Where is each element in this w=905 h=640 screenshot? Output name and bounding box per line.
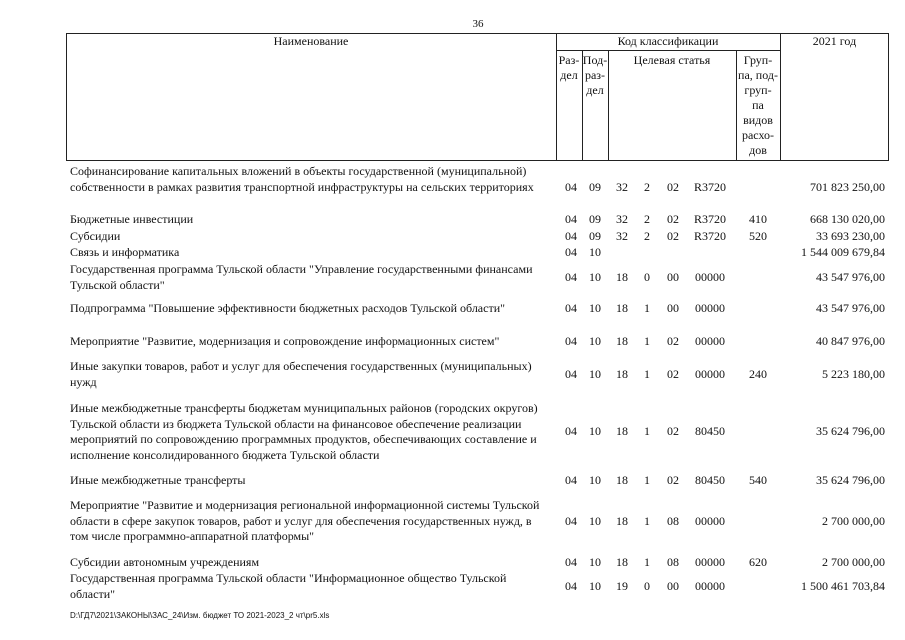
row-razdel: 04 (565, 229, 577, 243)
row-sum: 2 700 000,00 (822, 514, 885, 528)
row-name: Мероприятие "Развитие и модернизация региональной информационной системы Тульской области в сфере закупок товаров, работ и услуг для обеспечения государственных нужд, в том числе программно-аппаратной платформы" (70, 498, 540, 543)
row-prog: 18 (616, 301, 628, 315)
row-vid: 520 (749, 229, 767, 243)
header-target: Целевая статья (633, 53, 711, 67)
row-razdel: 04 (565, 212, 577, 226)
row-napr: R3720 (693, 180, 726, 194)
row-podrazdel: 10 (589, 334, 601, 348)
row-napr: 00000 (695, 555, 725, 569)
row-prog: 32 (616, 180, 628, 194)
row-pprog: 1 (644, 367, 650, 381)
row-prog: 32 (616, 229, 628, 243)
file-path-footer: D:\ГД7\2021\ЗАКОНЫ\ЗАС_24\Изм. бюджет ТО 2021-2023_2 чт\pr5.xls (70, 611, 330, 620)
row-podrazdel: 10 (589, 473, 601, 487)
row-osn: 02 (667, 180, 679, 194)
row-osn: 00 (667, 270, 679, 284)
row-sum: 701 823 250,00 (810, 180, 885, 194)
header-group: Груп- па, под- груп- па видов расхо- дов (738, 53, 778, 157)
row-sum: 1 500 461 703,84 (801, 579, 885, 593)
header-year: 2021 год (812, 34, 857, 48)
row-name: Иные межбюджетные трансферты бюджетам муниципальных районов (городских округов) Тульской области из бюджета Тульской области на финансовое обеспечение реализации мероприятий по сопровождению программных продуктов, обеспечивающих составление и исполнение консолидированного бюджета Тульской области (70, 401, 538, 462)
row-vid: 240 (749, 367, 767, 381)
row-podrazdel: 10 (589, 301, 601, 315)
row-name: Софинансирование капитальных вложений в объекты государственной (муниципальной) собственности в рамках развития транспортной инфраструктуры на сельских территориях (70, 164, 534, 194)
header-code: Код классификации (617, 34, 719, 48)
row-vid: 410 (749, 212, 767, 226)
row-name: Подпрограмма "Повышение эффективности бюджетных расходов Тульской области" (70, 301, 506, 315)
row-razdel: 04 (565, 270, 577, 284)
row-osn: 02 (667, 229, 679, 243)
row-prog: 18 (616, 473, 628, 487)
row-pprog: 1 (644, 514, 650, 528)
row-pprog: 2 (644, 212, 650, 226)
row-sum: 35 624 796,00 (816, 473, 885, 487)
row-name: Государственная программа Тульской области "Информационное общество Тульской области" (70, 571, 507, 601)
row-vid: 620 (749, 555, 767, 569)
row-podrazdel: 10 (589, 424, 601, 438)
row-osn: 08 (667, 555, 679, 569)
row-pprog: 1 (644, 301, 650, 315)
row-sum: 35 624 796,00 (816, 424, 885, 438)
header-name: Наименование (273, 34, 349, 48)
row-podrazdel: 10 (589, 555, 601, 569)
row-razdel: 04 (565, 301, 577, 315)
row-podrazdel: 10 (589, 367, 601, 381)
row-pprog: 1 (644, 473, 650, 487)
row-napr: 80450 (695, 473, 725, 487)
row-prog: 18 (616, 555, 628, 569)
row-prog: 18 (616, 270, 628, 284)
row-pprog: 2 (644, 180, 650, 194)
row-sum: 1 544 009 679,84 (801, 245, 885, 259)
row-napr: R3720 (693, 212, 726, 226)
row-osn: 02 (667, 212, 679, 226)
row-napr: 00000 (695, 334, 725, 348)
row-pprog: 1 (644, 334, 650, 348)
row-razdel: 04 (565, 473, 577, 487)
row-sum: 40 847 976,00 (816, 334, 885, 348)
row-napr: 00000 (695, 579, 725, 593)
row-prog: 18 (616, 367, 628, 381)
row-name: Бюджетные инвестиции (70, 212, 194, 226)
header-podrazdel: Под- раз- дел (582, 53, 608, 97)
row-name: Субсидии (70, 229, 121, 243)
row-osn: 02 (667, 334, 679, 348)
header-razdel: Раз- дел (558, 53, 580, 82)
row-sum: 43 547 976,00 (816, 301, 885, 315)
row-sum: 2 700 000,00 (822, 555, 885, 569)
row-razdel: 04 (565, 579, 577, 593)
row-prog: 18 (616, 334, 628, 348)
row-pprog: 0 (644, 579, 650, 593)
row-razdel: 04 (565, 514, 577, 528)
row-podrazdel: 09 (589, 212, 601, 226)
row-napr: 00000 (695, 301, 725, 315)
row-razdel: 04 (565, 245, 577, 259)
row-osn: 02 (667, 367, 679, 381)
row-razdel: 04 (565, 555, 577, 569)
row-podrazdel: 09 (589, 229, 601, 243)
row-vid: 540 (749, 473, 767, 487)
row-napr: 00000 (695, 367, 725, 381)
row-osn: 00 (667, 579, 679, 593)
row-osn: 02 (667, 424, 679, 438)
row-napr: 00000 (695, 270, 725, 284)
row-name: Государственная программа Тульской области "Управление государственными финансами Тульской области" (70, 262, 533, 292)
row-osn: 02 (667, 473, 679, 487)
row-prog: 19 (616, 579, 628, 593)
row-razdel: 04 (565, 424, 577, 438)
row-podrazdel: 10 (589, 514, 601, 528)
row-sum: 33 693 230,00 (816, 229, 885, 243)
row-napr: 80450 (695, 424, 725, 438)
row-napr: 00000 (695, 514, 725, 528)
row-prog: 18 (616, 424, 628, 438)
row-sum: 5 223 180,00 (822, 367, 885, 381)
row-osn: 08 (667, 514, 679, 528)
row-name: Субсидии автономным учреждениям (70, 555, 260, 569)
row-razdel: 04 (565, 180, 577, 194)
row-pprog: 2 (644, 229, 650, 243)
row-podrazdel: 09 (589, 180, 601, 194)
row-pprog: 1 (644, 555, 650, 569)
row-podrazdel: 10 (589, 579, 601, 593)
row-podrazdel: 10 (589, 245, 601, 259)
row-name: Мероприятие "Развитие, модернизация и сопровождение информационных систем" (70, 334, 500, 348)
page-number: 36 (472, 18, 484, 30)
row-sum: 43 547 976,00 (816, 270, 885, 284)
row-osn: 00 (667, 301, 679, 315)
row-name: Связь и информатика (70, 245, 180, 259)
row-napr: R3720 (693, 229, 726, 243)
row-name: Иные закупки товаров, работ и услуг для обеспечения государственных (муниципальных) нужд (70, 359, 532, 389)
row-razdel: 04 (565, 367, 577, 381)
row-prog: 32 (616, 212, 628, 226)
row-prog: 18 (616, 514, 628, 528)
row-sum: 668 130 020,00 (810, 212, 885, 226)
row-pprog: 1 (644, 424, 650, 438)
row-pprog: 0 (644, 270, 650, 284)
row-podrazdel: 10 (589, 270, 601, 284)
row-razdel: 04 (565, 334, 577, 348)
row-name: Иные межбюджетные трансферты (70, 473, 246, 487)
